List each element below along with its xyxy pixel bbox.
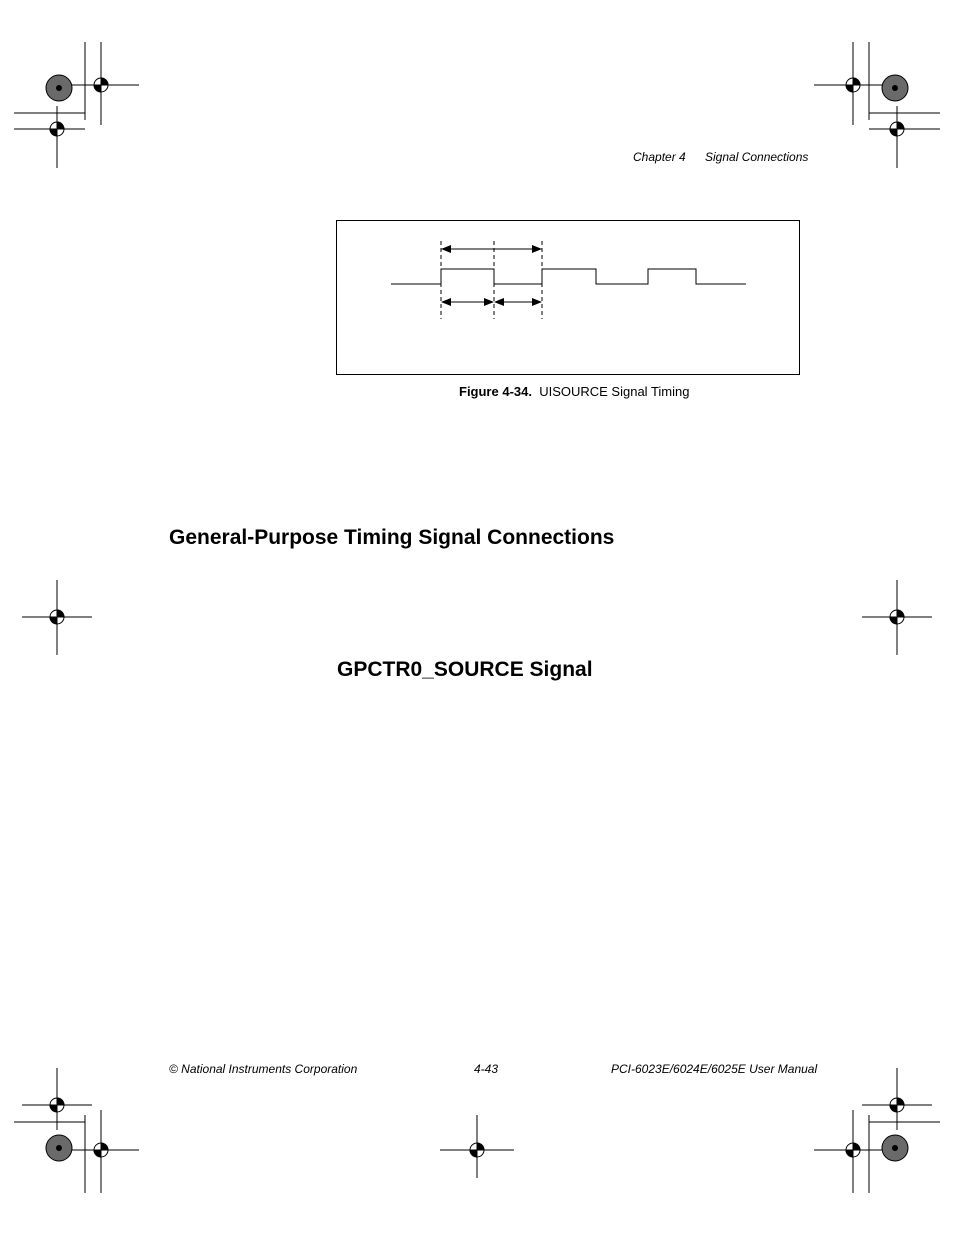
section-heading: General-Purpose Timing Signal Connections	[169, 526, 615, 549]
header-chapter: Chapter 4	[633, 150, 686, 164]
footer-manual-title: PCI-6023E/6024E/6025E User Manual	[611, 1062, 818, 1076]
figure-number: Figure 4-34.	[459, 384, 532, 399]
footer-copyright: © National Instruments Corporation	[169, 1062, 358, 1076]
figure-caption	[459, 384, 689, 399]
page-number: 4-43	[474, 1062, 499, 1076]
uisource-timing-diagram	[337, 221, 799, 374]
subsection-heading: GPCTR0_SOURCE Signal	[337, 658, 593, 681]
figure-title: UISOURCE Signal Timing	[539, 384, 690, 399]
header-section: Signal Connections	[705, 150, 809, 164]
timing-figure	[336, 220, 800, 375]
